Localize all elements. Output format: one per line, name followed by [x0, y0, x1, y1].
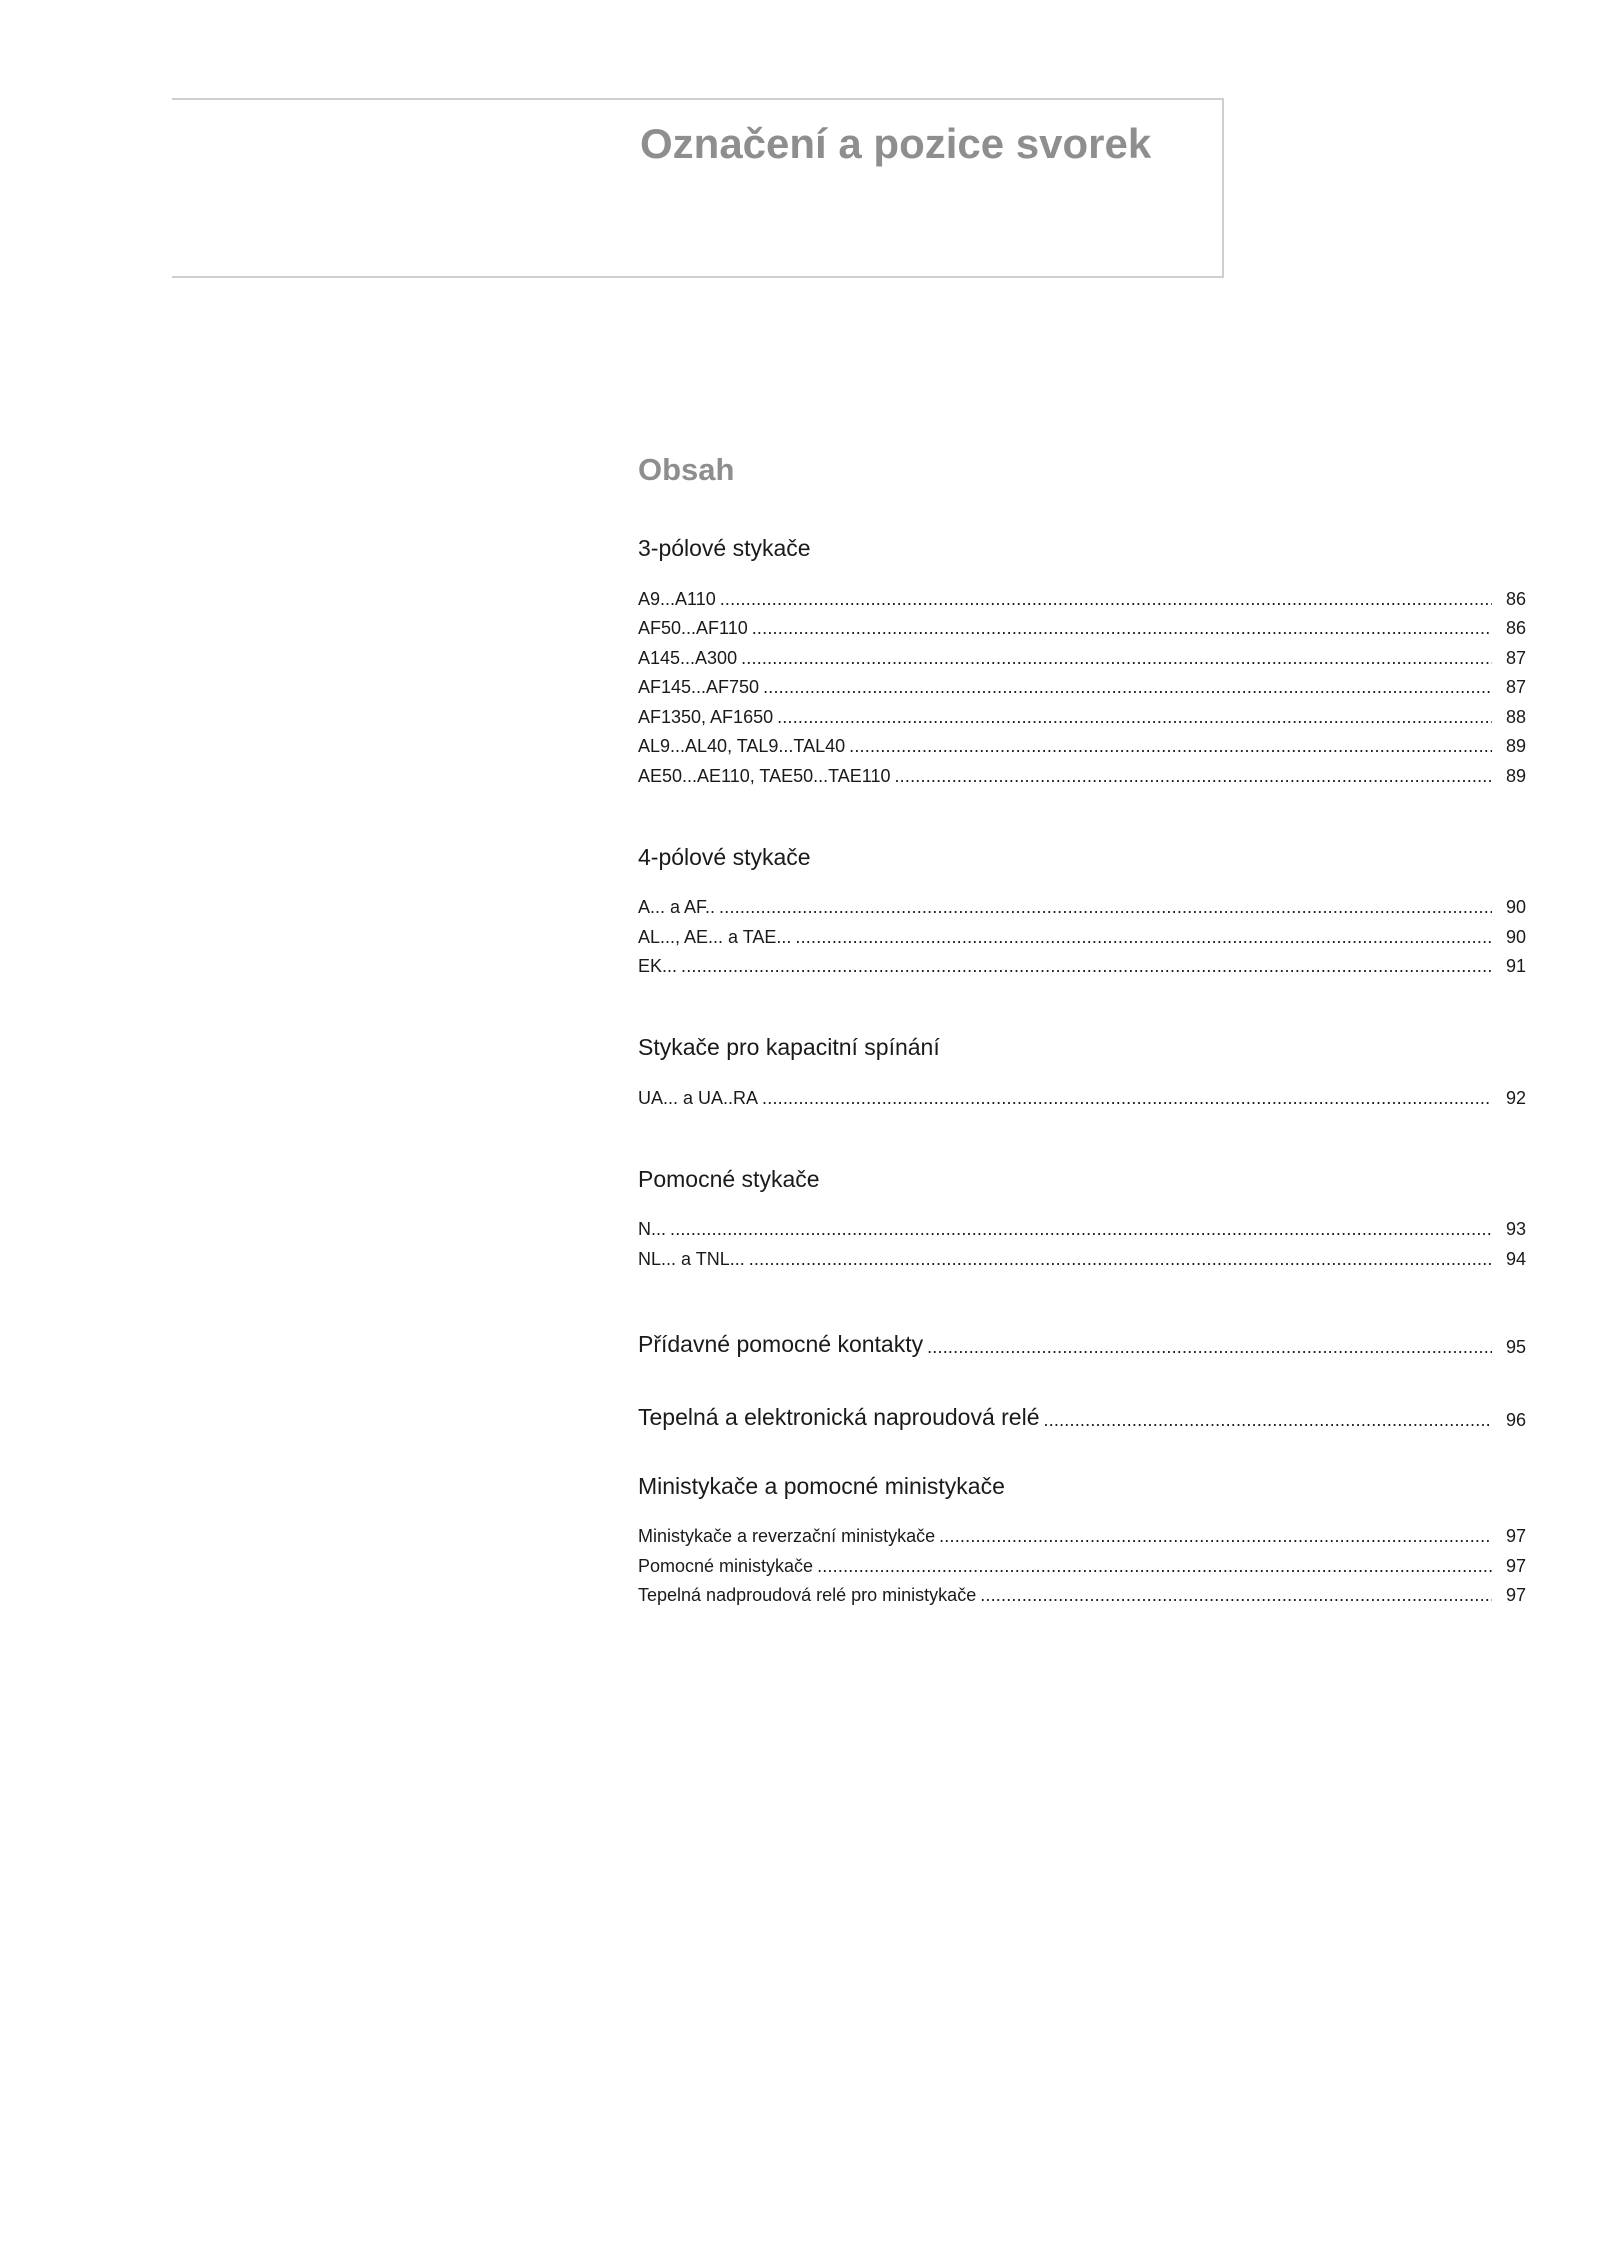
toc-entry-label: AL..., AE... a TAE...: [638, 926, 792, 947]
toc-entry-label: NL... a TNL...: [638, 1248, 745, 1269]
toc-entry[interactable]: [638, 918, 1526, 948]
dot-leader: [719, 896, 1492, 918]
toc-entry[interactable]: [638, 1211, 1526, 1241]
toc-entry-page: 93: [1505, 1219, 1526, 1239]
toc-entry[interactable]: [638, 889, 1526, 919]
toc-entry[interactable]: [638, 1079, 1526, 1109]
page-title: Označení a pozice svorek: [640, 120, 1152, 167]
toc-entry[interactable]: [638, 757, 1526, 787]
toc-section: [638, 1468, 1526, 1607]
toc-section-title: Pomocné stykače: [638, 1165, 820, 1192]
toc-entry-page: 95: [1505, 1336, 1526, 1357]
dot-leader: [749, 1248, 1492, 1270]
toc-entry-label: EK...: [638, 956, 678, 976]
dot-leader: [670, 1218, 1492, 1240]
toc-entry-page: 88: [1505, 706, 1526, 727]
dot-leader: [849, 735, 1492, 757]
toc-entry[interactable]: [638, 948, 1526, 978]
toc-entry-page: 92: [1505, 1087, 1526, 1108]
toc-entry[interactable]: [638, 728, 1526, 758]
toc-entry[interactable]: [638, 580, 1526, 610]
dot-leader: [1044, 1409, 1493, 1431]
toc-entry[interactable]: [638, 1240, 1526, 1270]
toc-entry-label: AF50...AF110: [638, 618, 748, 638]
toc-entry-page: 97: [1505, 1526, 1526, 1546]
toc-entry-label: Přídavné pomocné kontakty: [638, 1330, 924, 1357]
table-of-contents: [638, 452, 1526, 1658]
toc-section-title: 3-pólové stykače: [638, 535, 811, 561]
toc-entry[interactable]: [638, 1577, 1526, 1607]
toc-entry[interactable]: [638, 639, 1526, 669]
dot-leader: [681, 955, 1492, 977]
toc-entry-page: 97: [1505, 1585, 1526, 1605]
dot-leader: [939, 1525, 1492, 1547]
toc-entry-page: 90: [1505, 897, 1526, 917]
toc-entry-label: AF1350, AF1650: [638, 706, 774, 727]
toc-entry-label: A... a AF..: [638, 897, 716, 917]
toc-section: [638, 1161, 1526, 1270]
toc-entry[interactable]: [638, 1547, 1526, 1577]
toc-section: [638, 530, 1526, 787]
toc-section-title: 4-pólové stykače: [638, 843, 811, 870]
toc-entry-label: Tepelná nadproudová relé pro ministykače: [638, 1585, 977, 1605]
toc-entry-label: AE50...AE110, TAE50...TAE110: [638, 765, 891, 786]
dot-leader: [927, 1336, 1492, 1358]
dot-leader: [763, 676, 1492, 698]
toc-entry-page: 86: [1505, 618, 1526, 638]
toc-entry[interactable]: [638, 669, 1526, 699]
dot-leader: [741, 647, 1492, 669]
toc-entry[interactable]: [638, 610, 1526, 640]
toc-entry-label: Tepelná a elektronická naproudová relé: [638, 1403, 1040, 1430]
dot-leader: [795, 926, 1492, 948]
toc-entry-page: 97: [1505, 1555, 1526, 1576]
dot-leader: [817, 1555, 1492, 1577]
dot-leader: [777, 706, 1492, 728]
toc-entry-page: 89: [1505, 765, 1526, 786]
toc-entry[interactable]: [638, 1518, 1526, 1548]
toc-entry-label: N...: [638, 1219, 667, 1239]
toc-entry-label: AF145...AF750: [638, 677, 760, 697]
dot-leader: [752, 617, 1492, 639]
toc-entry-page: 91: [1505, 956, 1526, 976]
toc-entry-page: 96: [1505, 1409, 1526, 1430]
toc-section-title: Ministykače a pomocné ministykače: [638, 1472, 1005, 1499]
toc-section: [638, 1029, 1526, 1109]
toc-entry-page: 90: [1505, 926, 1526, 947]
toc-entry-label: A145...A300: [638, 647, 738, 668]
toc-entry-label: Ministykače a reverzační ministykače: [638, 1526, 936, 1546]
toc-entry-page: 94: [1505, 1248, 1526, 1269]
toc-top-entry[interactable]: [638, 1322, 1526, 1358]
toc-entry-page: 89: [1505, 736, 1526, 756]
toc-section: [638, 839, 1526, 978]
dot-leader: [720, 588, 1492, 610]
toc-entry-label: Pomocné ministykače: [638, 1555, 814, 1576]
toc-top-entry[interactable]: [638, 1395, 1526, 1431]
toc-section-title: Stykače pro kapacitní spínání: [638, 1034, 940, 1060]
toc-heading: Obsah: [638, 452, 735, 487]
toc-entry-page: 87: [1505, 647, 1526, 668]
dot-leader: [894, 765, 1492, 787]
toc-entry-label: A9...A110: [638, 588, 716, 609]
dot-leader: [762, 1087, 1492, 1109]
toc-entry-page: 87: [1505, 677, 1526, 697]
toc-entry-page: 86: [1505, 588, 1526, 609]
dot-leader: [980, 1584, 1492, 1606]
toc-entry-label: UA... a UA..RA: [638, 1087, 759, 1108]
toc-entry-label: AL9...AL40, TAL9...TAL40: [638, 736, 846, 756]
toc-entry[interactable]: [638, 698, 1526, 728]
